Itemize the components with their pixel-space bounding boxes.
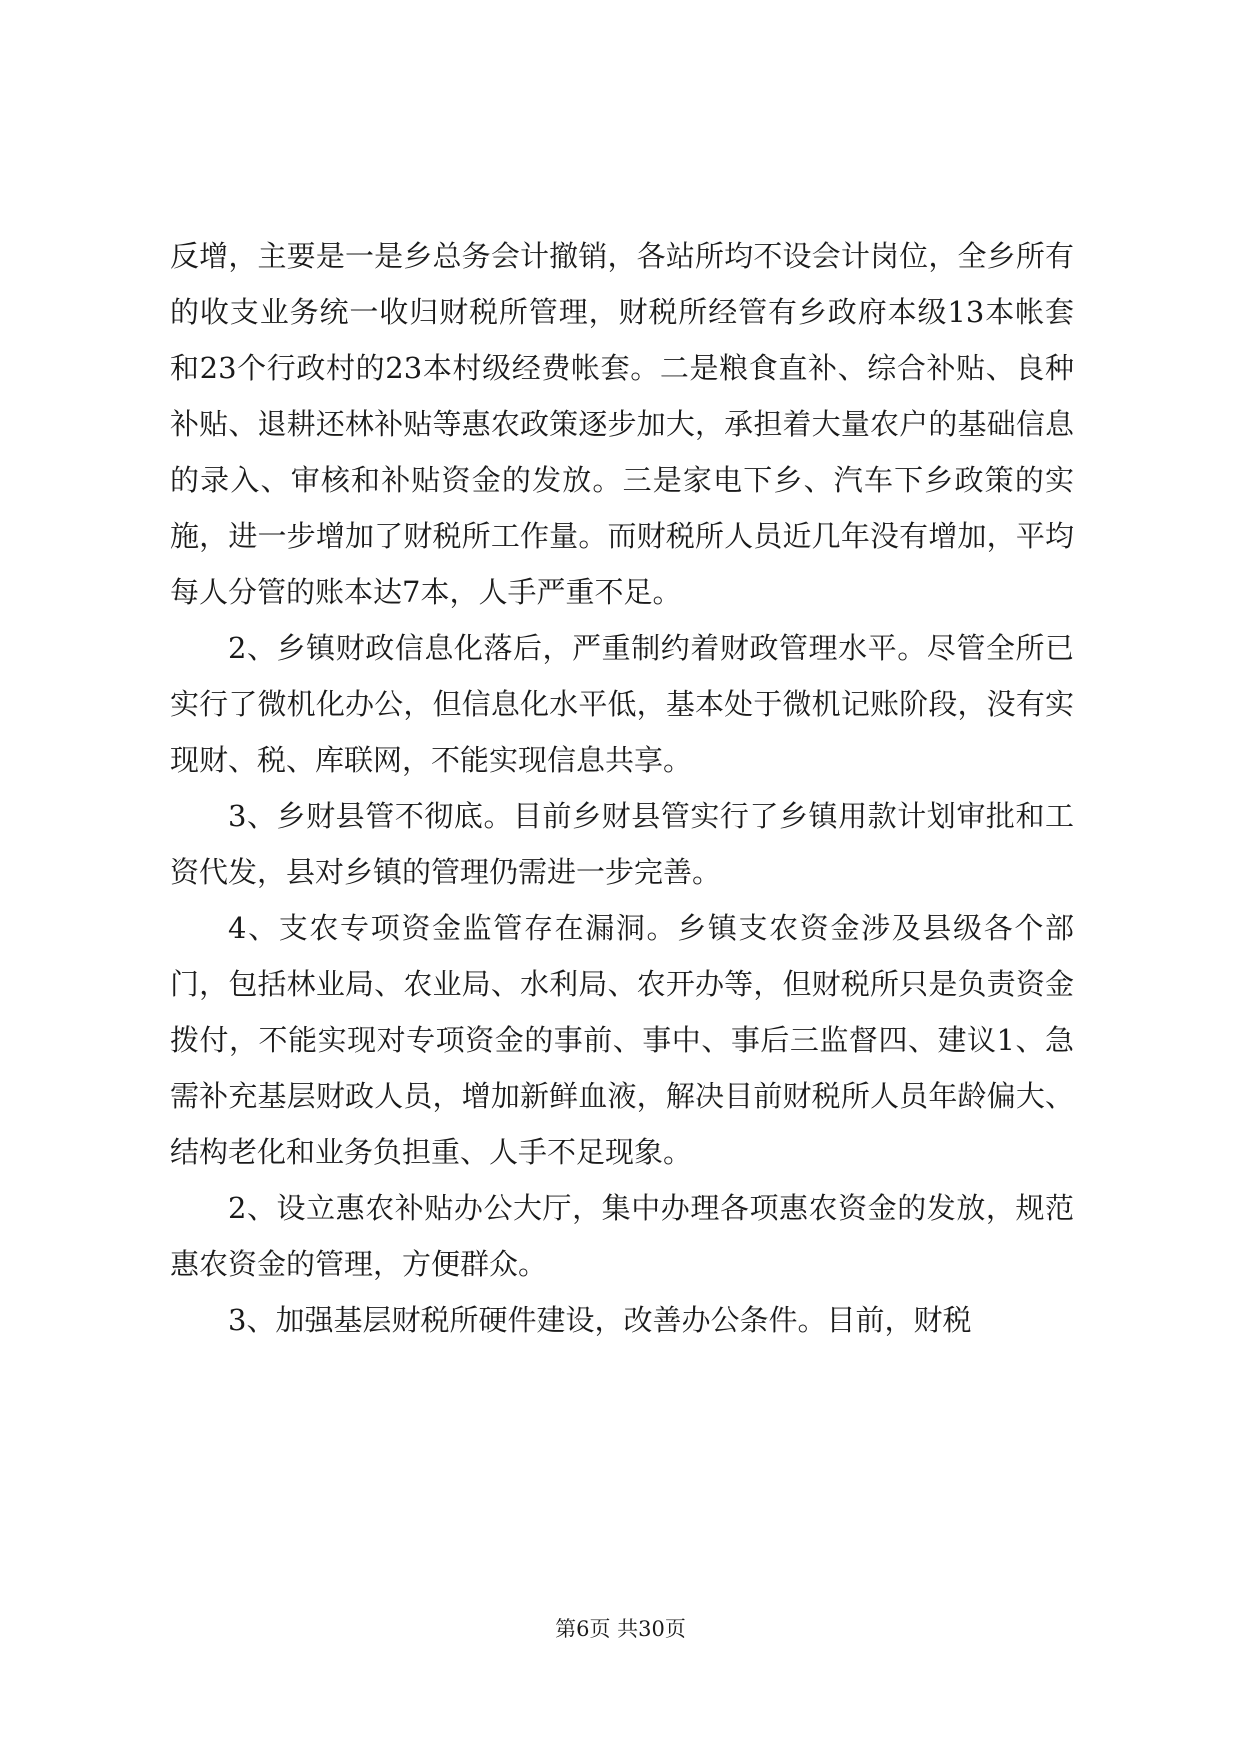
paragraph-6: 3、加强基层财税所硬件建设，改善办公条件。目前，财税 xyxy=(228,1303,972,1337)
page-footer: 第6页 共30页 xyxy=(555,1617,686,1641)
body-text xyxy=(170,228,1074,1348)
paragraph-3: 3、乡财县管不彻底。目前乡财县管实行了乡镇用款计划审批和工资代发，县对乡镇的管理仍需进一步完善。 xyxy=(170,799,1074,889)
paragraph-5: 2、设立惠农补贴办公大厅，集中办理各项惠农资金的发放，规范惠农资金的管理，方便群众。 xyxy=(170,1191,1074,1281)
paragraph-1: 反增，主要是一是乡总务会计撤销，各站所均不设会计岗位，全乡所有的收支业务统一收归财税所管理，财税所经管有乡政府本级13本帐套和23个行政村的23本村级经费帐套。二是粮食直补、综合补贴、良种补贴、退耕还林补贴等惠农政策逐步加大，承担着大量农户的基础信息的录入、审核和补贴资金的发放。三是家电下乡、汽车下乡政策的实施，进一步增加了财税所工作量。而财税所人员近几年没有增加，平均每人分管的账本达7本，人手严重不足。 xyxy=(170,239,1074,609)
paragraph-4: 4、支农专项资金监管存在漏洞。乡镇支农资金涉及县级各个部门，包括林业局、农业局、水利局、农开办等，但财税所只是负责资金拨付，不能实现对专项资金的事前、事中、事后三监督四、建议1、急需补充基层财政人员，增加新鲜血液，解决目前财税所人员年龄偏大、结构老化和业务负担重、人手不足现象。 xyxy=(170,911,1074,1169)
paragraph-2: 2、乡镇财政信息化落后，严重制约着财政管理水平。尽管全所已实行了微机化办公，但信息化水平低，基本处于微机记账阶段，没有实现财、税、库联网，不能实现信息共享。 xyxy=(170,631,1074,777)
